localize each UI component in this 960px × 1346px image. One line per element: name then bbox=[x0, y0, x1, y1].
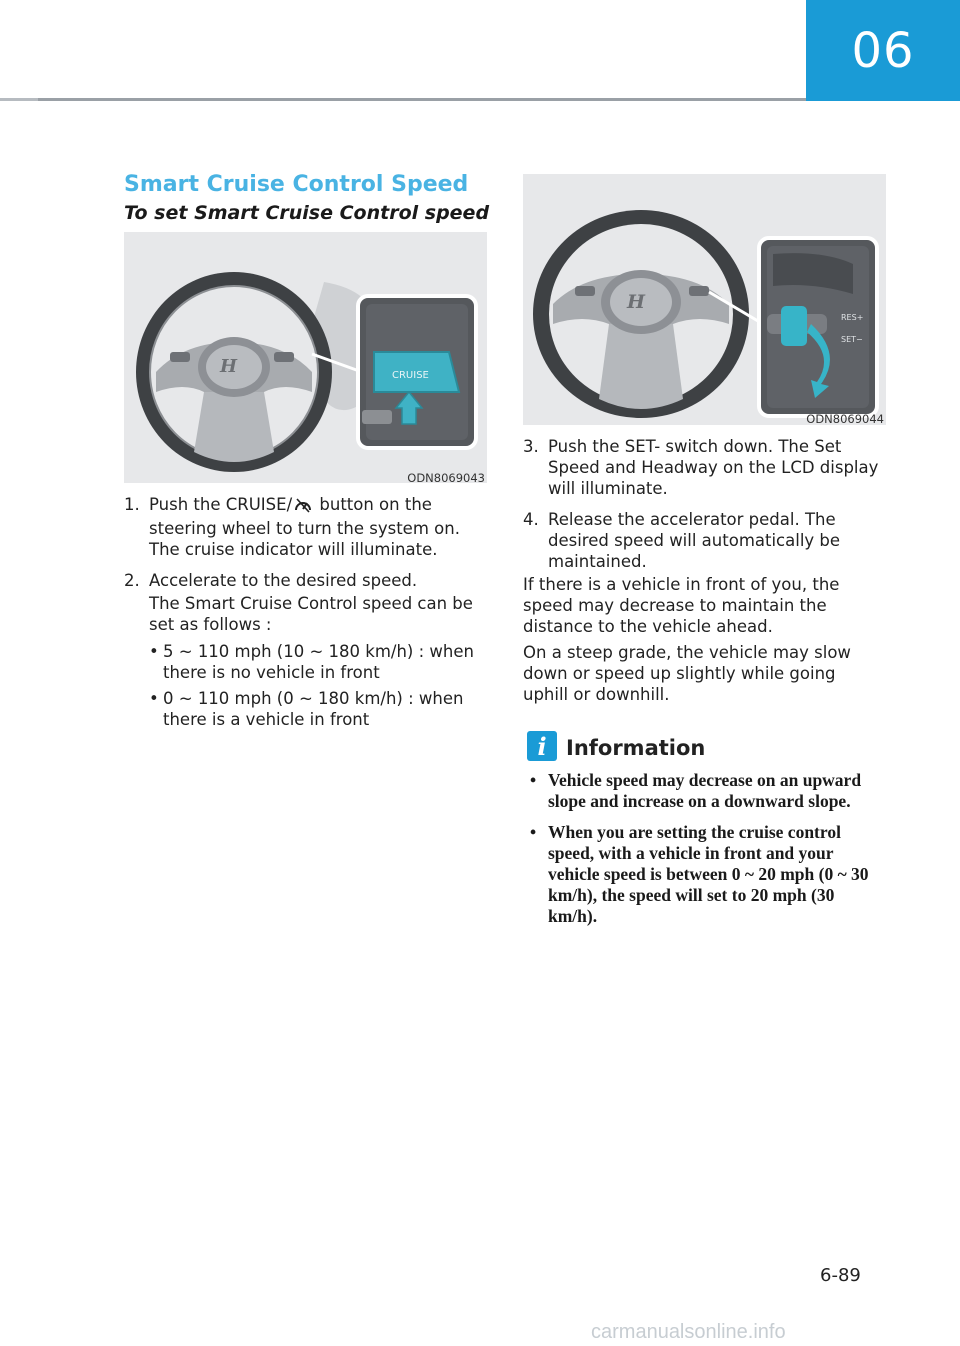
set-label: SET− bbox=[841, 335, 863, 344]
step-1 bbox=[124, 494, 486, 560]
page-number: 6-89 bbox=[820, 1265, 861, 1286]
figure-code-right: ODN8069044 bbox=[806, 412, 884, 426]
cruise-button-label: CRUISE bbox=[392, 370, 429, 381]
cruise-speedometer-icon bbox=[294, 497, 312, 518]
information-icon: i bbox=[527, 731, 557, 761]
step-2-followup: The Smart Cruise Control speed can be set as follows : bbox=[149, 594, 473, 634]
step-number: 4. bbox=[523, 510, 539, 529]
step-3 bbox=[523, 436, 885, 499]
res-label: RES+ bbox=[841, 313, 864, 322]
step-number: 3. bbox=[523, 437, 539, 456]
step-4-text: Release the accelerator pedal. The desired speed will automatically be maintained. bbox=[548, 510, 841, 571]
figure-set-switch bbox=[523, 174, 886, 425]
steps-left bbox=[124, 494, 486, 740]
steering-wheel-illustration bbox=[523, 174, 886, 425]
step-number: 1. bbox=[124, 495, 140, 514]
svg-text:H: H bbox=[627, 291, 645, 313]
figure-cruise-button bbox=[124, 232, 487, 483]
step-1-text-end: button on the steering wheel to turn the system on. The cruise indicator will illuminate. bbox=[149, 495, 460, 559]
paragraph-vehicle-ahead: If there is a vehicle in front of you, the speed may decrease to maintain the distance to the vehicle ahead. bbox=[523, 575, 840, 636]
step-1-text-start: Push the CRUISE/ bbox=[149, 495, 293, 514]
step-3-text: Push the SET- switch down. The Set Speed and Headway on the LCD display will illuminate. bbox=[548, 437, 879, 498]
section-subtitle: To set Smart Cruise Control speed bbox=[124, 202, 490, 224]
watermark: carmanualsonline.info bbox=[591, 1321, 786, 1343]
information-item-low-speed: • When you are setting the cruise control speed, with a vehicle in front and your vehicle speed is between 0 ~ 20 mph (0 ~ 30 km/h), the speed will set to 20 mph (30 km/h). bbox=[528, 822, 884, 927]
header-rule-accent bbox=[0, 98, 38, 101]
figure-code-left: ODN8069043 bbox=[407, 471, 485, 485]
step-2-text: Accelerate to the desired speed. bbox=[149, 571, 418, 590]
information-title: Information bbox=[566, 736, 706, 760]
information-list bbox=[528, 770, 884, 937]
speed-range-no-vehicle: • 5 ~ 110 mph (10 ~ 180 km/h) : when there is no vehicle in front bbox=[149, 641, 486, 683]
steps-right bbox=[523, 436, 885, 582]
information-item-slope: • Vehicle speed may decrease on an upward slope and increase on a downward slope. bbox=[528, 770, 884, 812]
header-rule bbox=[0, 98, 806, 101]
chapter-tab bbox=[806, 0, 960, 101]
chapter-number: 06 bbox=[851, 22, 915, 79]
paragraph-steep-grade: On a steep grade, the vehicle may slow down or speed up slightly while going uphill or downhill. bbox=[523, 643, 851, 704]
speed-range-vehicle: • 0 ~ 110 mph (0 ~ 180 km/h) : when there is a vehicle in front bbox=[149, 688, 486, 730]
step-2 bbox=[124, 570, 486, 730]
svg-text:H: H bbox=[220, 356, 238, 377]
step-4 bbox=[523, 509, 885, 572]
step-number: 2. bbox=[124, 571, 140, 590]
section-title: Smart Cruise Control Speed bbox=[124, 172, 469, 197]
steering-wheel-illustration bbox=[124, 232, 487, 483]
